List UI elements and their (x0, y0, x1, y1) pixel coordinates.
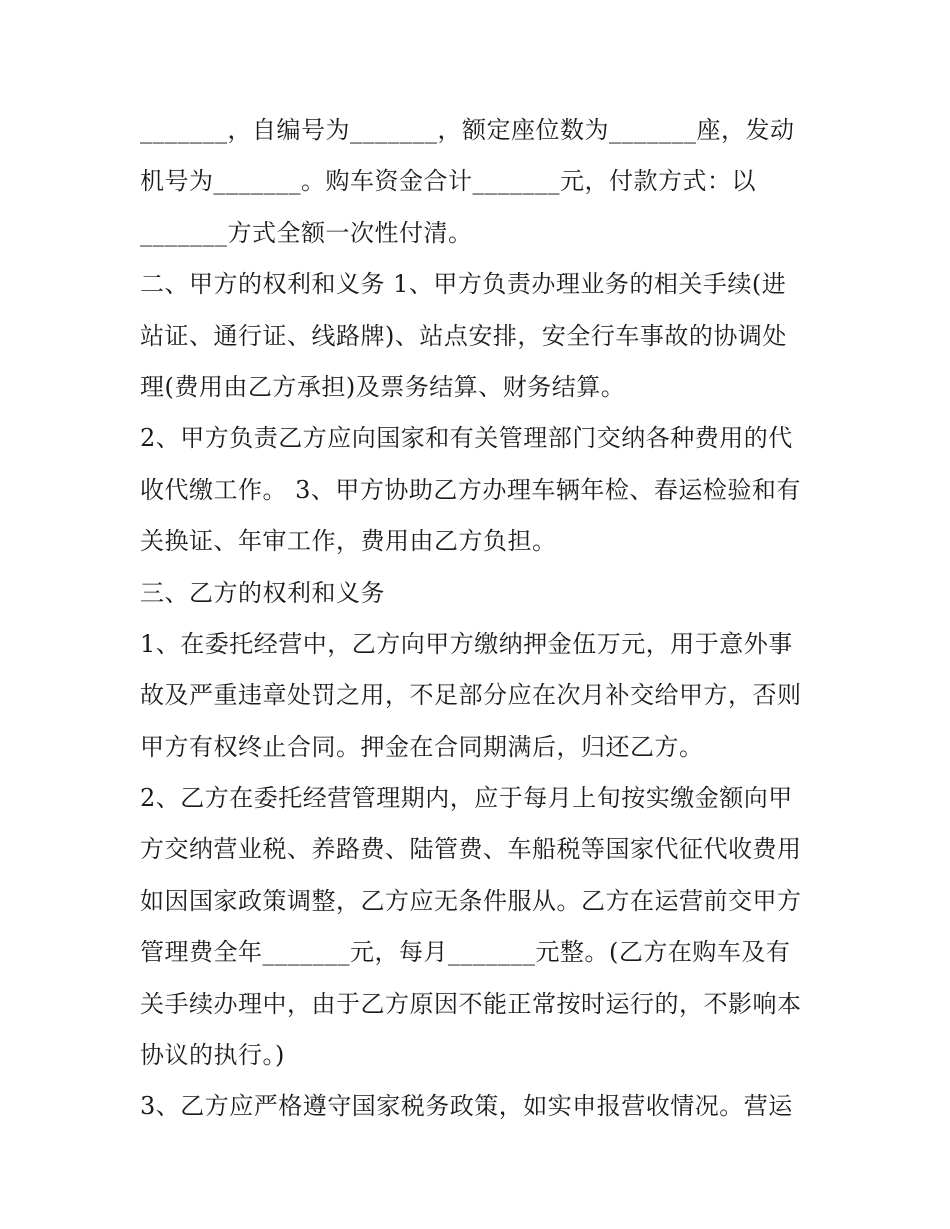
text-line: 站证、通行证、线路牌)、站点安排，安全行车事故的协调处 (140, 321, 787, 350)
section-heading: 三、乙方的权利和义务 (140, 578, 385, 607)
text-line: 甲方有权终止合同。押金在合同期满后，归还乙方。 (140, 732, 704, 761)
text-line: 1、在委托经营中，乙方向甲方缴纳押金伍万元，用于意外事 (140, 629, 793, 658)
document-body (140, 108, 820, 1136)
text-line: 故及严重违章处罚之用，不足部分应在次月补交给甲方，否则 (140, 681, 802, 710)
text-line: 2、乙方在委托经营管理期内，应于每月上旬按实缴金额向甲 (140, 784, 793, 813)
text-line: 收代缴工作。 3、甲方协助乙方办理车辆年检、春运检验和有 (140, 475, 801, 504)
section-heading-line: 二、甲方的权利和义务 1、甲方负责办理业务的相关手续(进 (140, 270, 787, 299)
text-line: 协议的执行。) (140, 1041, 285, 1070)
text-line: 管理费全年_______元，每月_______元整。(乙方在购车及有 (140, 938, 791, 967)
text-line: 理(费用由乙方承担)及票务结算、财务结算。 (140, 372, 626, 401)
text-line: 如因国家政策调整，乙方应无条件服从。乙方在运营前交甲方 (140, 886, 802, 915)
text-line: 方交纳营业税、养路费、陆管费、车船税等国家代征代收费用 (140, 835, 802, 864)
text-line: 关手续办理中，由于乙方原因不能正常按时运行的，不影响本 (140, 989, 802, 1018)
text-line: 关换证、年审工作，费用由乙方负担。 (140, 527, 557, 556)
text-line: 3、乙方应严格遵守国家税务政策，如实申报营收情况。营运 (140, 1092, 793, 1121)
text-line: _______方式全额一次性付清。 (140, 218, 473, 247)
text-line: 机号为_______。购车资金合计_______元，付款方式：以 (140, 167, 756, 196)
text-line: _______，自编号为_______，额定座位数为_______座，发动 (140, 116, 795, 144)
text-line: 2、甲方负责乙方应向国家和有关管理部门交纳各种费用的代 (140, 424, 793, 453)
